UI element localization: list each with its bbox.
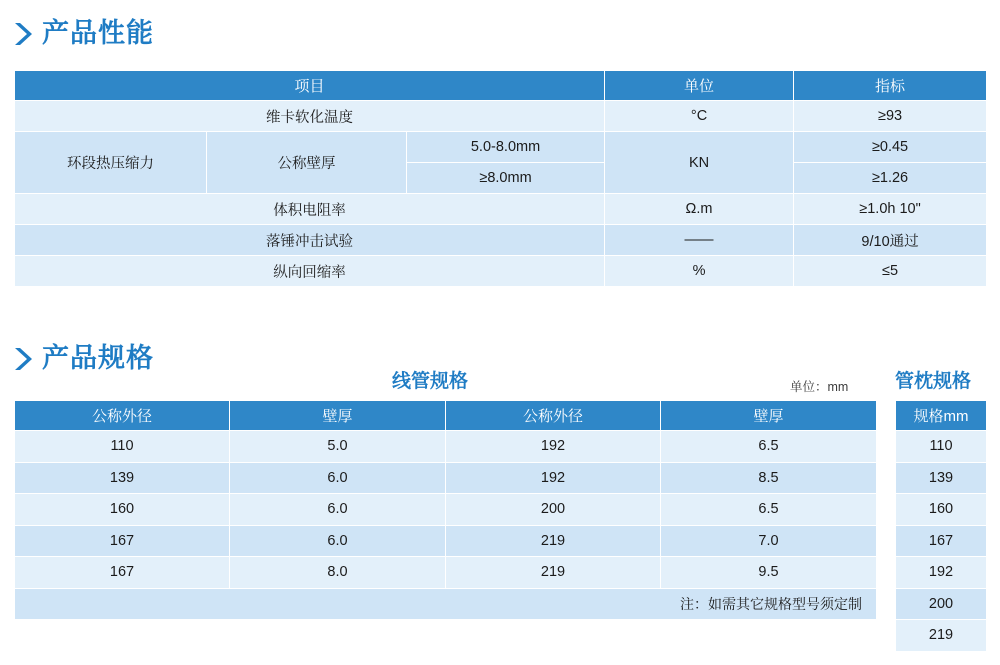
page-title-performance: 产品性能 bbox=[42, 18, 154, 48]
cell-outer-diameter-1: 167 bbox=[15, 525, 230, 557]
cell-outer-diameter-1: 167 bbox=[15, 557, 230, 589]
cell-item: 体积电阻率 bbox=[15, 194, 605, 225]
column-header-item: 项目 bbox=[15, 71, 605, 101]
cell-sleeper-size: 139 bbox=[896, 462, 987, 494]
cell-unit: —— bbox=[605, 225, 794, 256]
cell-sleeper-size: 167 bbox=[896, 525, 987, 557]
table-row bbox=[15, 256, 987, 287]
cell-outer-diameter-1: 160 bbox=[15, 494, 230, 526]
sleeper-spec-table bbox=[895, 400, 987, 652]
cell-wall-thickness-1: 6.0 bbox=[230, 525, 446, 557]
column-header-outer-diameter-2: 公称外径 bbox=[446, 401, 661, 431]
cell-value: ≥0.45 bbox=[794, 132, 987, 163]
cell-sleeper-size: 192 bbox=[896, 557, 987, 589]
table-row bbox=[15, 494, 877, 526]
cell-wall-thickness-1: 5.0 bbox=[230, 431, 446, 463]
section-heading-performance bbox=[14, 20, 154, 47]
cell-sleeper-size: 200 bbox=[896, 588, 987, 620]
cell-value: 9/10通过 bbox=[794, 225, 987, 256]
cell-item: ≥8.0mm bbox=[407, 163, 605, 194]
cell-outer-diameter-1: 110 bbox=[15, 431, 230, 463]
column-header-unit: 单位 bbox=[605, 71, 794, 101]
chevron-right-icon bbox=[14, 21, 32, 47]
cell-outer-diameter-1: 139 bbox=[15, 462, 230, 494]
cell-outer-diameter-2: 192 bbox=[446, 462, 661, 494]
table-row bbox=[896, 431, 987, 463]
cell-unit: % bbox=[605, 256, 794, 287]
label-sleeper-spec: 管枕规格 bbox=[895, 371, 972, 392]
cell-wall-thickness-2: 6.5 bbox=[661, 431, 877, 463]
table-row bbox=[15, 525, 877, 557]
label-unit-mm: 单位：mm bbox=[790, 380, 849, 394]
table-header-row bbox=[15, 401, 877, 431]
table-row bbox=[896, 462, 987, 494]
cell-value: ≤5 bbox=[794, 256, 987, 287]
table-row bbox=[896, 588, 987, 620]
table-row bbox=[896, 557, 987, 589]
cell-wall-thickness-2: 8.5 bbox=[661, 462, 877, 494]
cell-group: 环段热压缩力 bbox=[15, 132, 207, 194]
cell-wall-thickness-2: 7.0 bbox=[661, 525, 877, 557]
cell-wall-thickness-1: 6.0 bbox=[230, 494, 446, 526]
performance-table bbox=[14, 70, 987, 287]
cell-wall-thickness-2: 6.5 bbox=[661, 494, 877, 526]
table-row bbox=[896, 620, 987, 652]
cell-wall-thickness-1: 8.0 bbox=[230, 557, 446, 589]
cell-sleeper-size: 110 bbox=[896, 431, 987, 463]
table-header-row bbox=[896, 401, 987, 431]
table-row bbox=[15, 194, 987, 225]
cell-item: 落锤冲击试验 bbox=[15, 225, 605, 256]
cell-sleeper-size: 219 bbox=[896, 620, 987, 652]
cell-subgroup: 公称壁厚 bbox=[207, 132, 407, 194]
page-title-specification: 产品规格 bbox=[42, 343, 154, 373]
cell-outer-diameter-2: 200 bbox=[446, 494, 661, 526]
cell-wall-thickness-1: 6.0 bbox=[230, 462, 446, 494]
table-header-row bbox=[15, 71, 987, 101]
cell-outer-diameter-2: 219 bbox=[446, 525, 661, 557]
cell-item: 纵向回缩率 bbox=[15, 256, 605, 287]
cell-unit: KN bbox=[605, 132, 794, 194]
table-row bbox=[15, 101, 987, 132]
table-row bbox=[15, 557, 877, 589]
column-header-sleeper-size: 规格mm bbox=[896, 401, 987, 431]
spec-table-note: 注：如需其它规格型号须定制 bbox=[15, 588, 877, 620]
table-row bbox=[15, 462, 877, 494]
cell-outer-diameter-2: 219 bbox=[446, 557, 661, 589]
table-row bbox=[896, 494, 987, 526]
column-header-wall-thickness-2: 壁厚 bbox=[661, 401, 877, 431]
column-header-outer-diameter-1: 公称外径 bbox=[15, 401, 230, 431]
cell-item: 5.0-8.0mm bbox=[407, 132, 605, 163]
label-line-pipe-spec: 线管规格 bbox=[392, 371, 469, 392]
cell-unit: °C bbox=[605, 101, 794, 132]
column-header-index: 指标 bbox=[794, 71, 987, 101]
cell-value: ≥1.26 bbox=[794, 163, 987, 194]
chevron-right-icon bbox=[14, 346, 32, 372]
table-row bbox=[15, 132, 987, 163]
cell-wall-thickness-2: 9.5 bbox=[661, 557, 877, 589]
table-note-row bbox=[15, 588, 877, 620]
cell-value: ≥1.0h 10" bbox=[794, 194, 987, 225]
cell-unit: Ω.m bbox=[605, 194, 794, 225]
line-pipe-spec-table bbox=[14, 400, 877, 620]
cell-outer-diameter-2: 192 bbox=[446, 431, 661, 463]
section-heading-specification bbox=[14, 345, 154, 372]
cell-sleeper-size: 160 bbox=[896, 494, 987, 526]
column-header-wall-thickness-1: 壁厚 bbox=[230, 401, 446, 431]
table-row bbox=[896, 525, 987, 557]
cell-value: ≥93 bbox=[794, 101, 987, 132]
table-row bbox=[15, 225, 987, 256]
table-row bbox=[15, 431, 877, 463]
cell-item: 维卡软化温度 bbox=[15, 101, 605, 132]
